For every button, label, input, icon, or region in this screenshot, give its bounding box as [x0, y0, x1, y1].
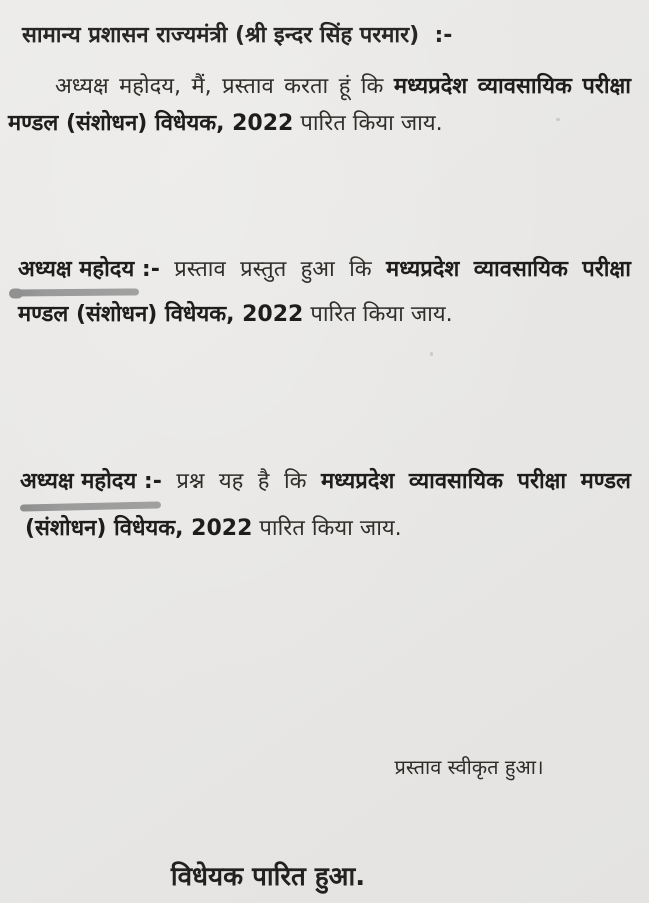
- motion-line1-bold-text: मध्यप्रदेश: [393, 74, 468, 99]
- speaker-motion-bold-text: मध्यप्रदेश: [386, 257, 460, 282]
- speaker-question-line2-regular-text: पारित किया जाय.: [259, 516, 402, 541]
- speaker-question-line2: [25, 512, 402, 546]
- speaker-motion-regular-text: कि: [349, 257, 372, 282]
- motion-line1-bold-text: व्यावसायिक: [477, 74, 572, 99]
- speaker-motion-bold-text: परीक्षा: [582, 257, 631, 282]
- speaker-question-regular-text: यह: [218, 469, 244, 494]
- speaker-label: अध्यक्ष महोदय :-: [18, 257, 160, 282]
- speaker-question-regular-text: है: [257, 469, 270, 494]
- motion-adopted-text: प्रस्ताव स्वीकृत हुआ।: [394, 755, 544, 779]
- speaker-question-bold-text: परीक्षा: [517, 469, 567, 494]
- scan-speck: [556, 118, 560, 121]
- motion-paragraph-line2: [8, 107, 443, 141]
- speaker-question-regular-text: कि: [283, 469, 307, 494]
- motion-line1-regular-text: प्रस्ताव: [222, 74, 274, 99]
- speaker-motion-line2-bold-text: मण्डल (संशोधन) विधेयक, 2022: [18, 302, 304, 327]
- bill-passed-text: विधेयक पारित हुआ.: [170, 862, 366, 892]
- speaker-motion-line1: [18, 253, 631, 287]
- speaker-motion-regular-text: प्रस्ताव: [174, 257, 226, 282]
- motion-line2-bold-text: मण्डल (संशोधन) विधेयक, 2022: [8, 111, 294, 136]
- minister-heading: सामान्य प्रशासन राज्यमंत्री (श्री इन्दर सिंह परमार) :-: [22, 23, 453, 48]
- speaker-question-line2-bold-text: (संशोधन) विधेयक, 2022: [25, 516, 253, 541]
- motion-line1-regular-text: महोदय,: [119, 74, 182, 99]
- speaker-label: अध्यक्ष महोदय :-: [20, 469, 162, 494]
- scan-speck: [430, 352, 433, 356]
- motion-line1-regular-text: मैं,: [191, 74, 212, 99]
- motion-line1-regular-text: करता: [284, 74, 329, 99]
- motion-line2-regular-text: पारित किया जाय.: [300, 111, 443, 136]
- motion-paragraph-line1: [55, 70, 631, 104]
- marker-underline-speaker-question: [20, 501, 161, 511]
- marker-underline-speaker-motion: [10, 288, 139, 296]
- motion-line1-regular-text: हूं: [338, 74, 351, 99]
- speaker-question-bold-text: मण्डल: [580, 469, 631, 494]
- speaker-motion-line2: [18, 298, 453, 332]
- motion-line1-bold-text: परीक्षा: [582, 74, 631, 99]
- speaker-motion-regular-text: हुआ: [300, 257, 335, 282]
- speaker-question-bold-text: मध्यप्रदेश: [321, 469, 395, 494]
- motion-line1-regular-text: अध्यक्ष: [55, 74, 109, 99]
- speaker-question-line1: [20, 465, 631, 499]
- speaker-question-bold-text: व्यावसायिक: [408, 469, 503, 494]
- speaker-motion-regular-text: प्रस्तुत: [240, 257, 287, 282]
- speaker-motion-bold-text: व्यावसायिक: [473, 257, 568, 282]
- speaker-question-regular-text: प्रश्न: [176, 469, 205, 494]
- motion-line1-regular-text: कि: [360, 74, 384, 99]
- speaker-motion-line2-regular-text: पारित किया जाय.: [310, 302, 453, 327]
